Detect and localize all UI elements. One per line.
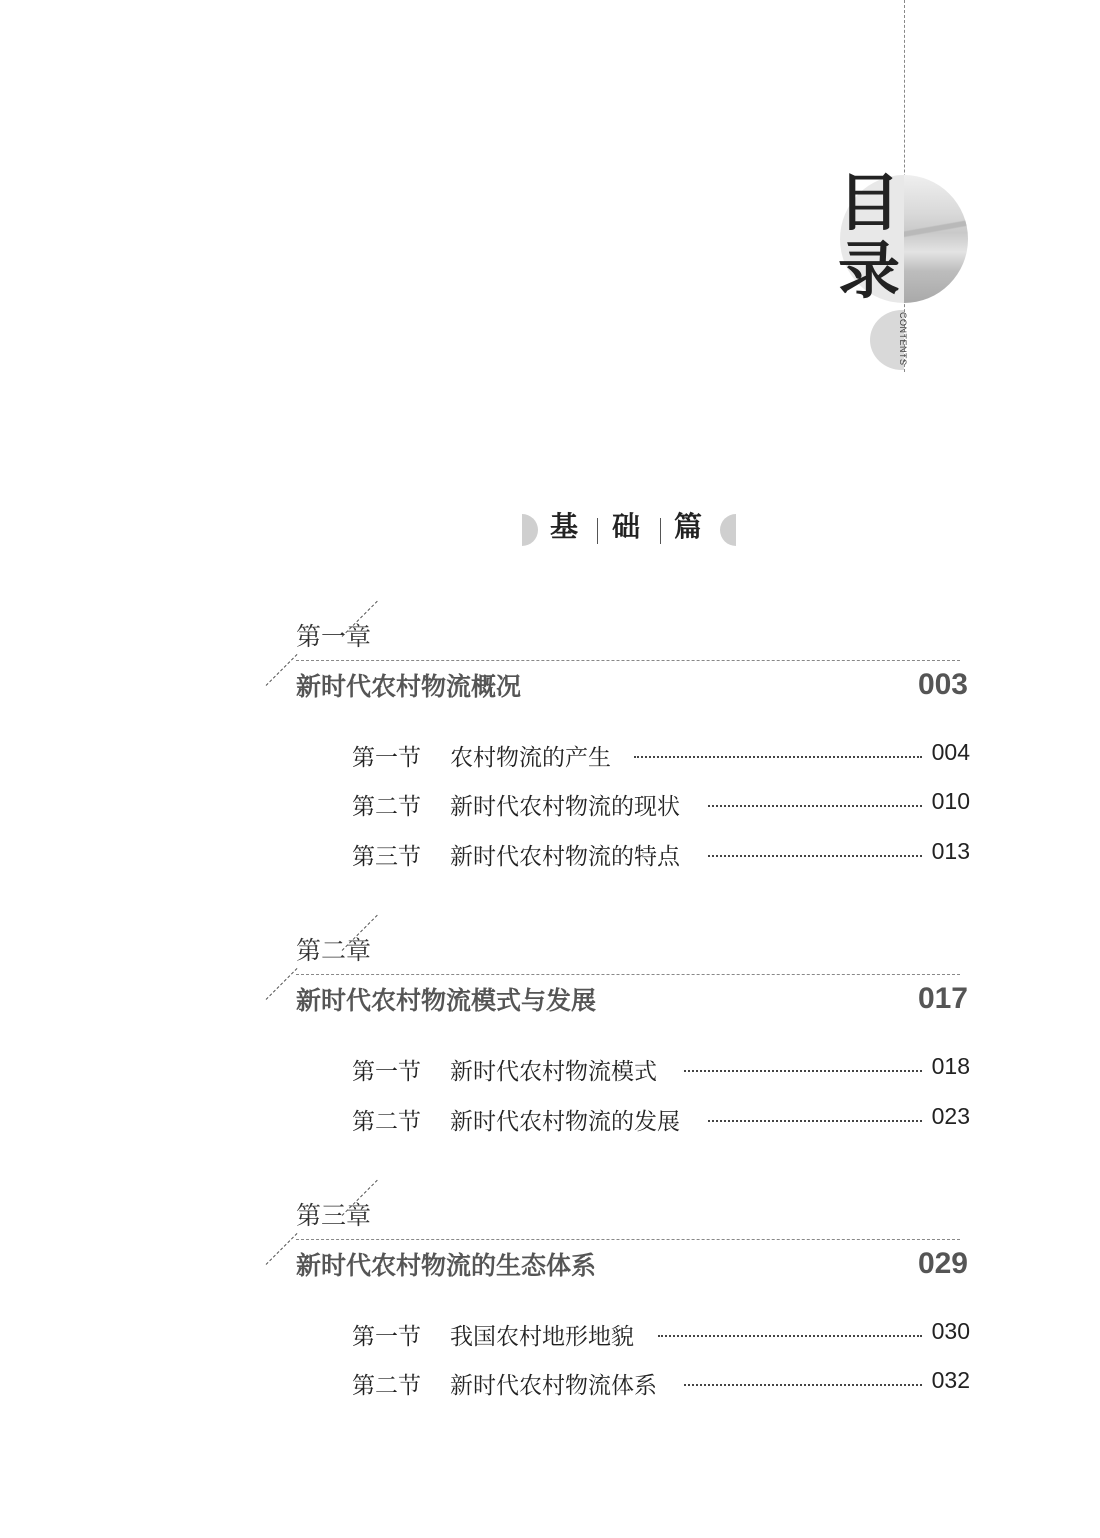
section-number: 第一节 [352,1324,421,1350]
section-title: 新时代农村物流的发展 [450,1109,680,1135]
section-page: 023 [931,1103,970,1129]
part-title [522,510,736,550]
section-number: 第二节 [352,794,421,820]
chapter-rule [296,1239,960,1240]
section-number: 第一节 [352,1059,421,1085]
section-title: 新时代农村物流的现状 [450,794,680,820]
section-number: 第二节 [352,1109,421,1135]
toc-entry[interactable] [352,838,970,868]
chapter-decor-line [266,1233,298,1265]
section-title: 农村物流的产生 [450,745,611,771]
toc-entry[interactable] [352,739,970,769]
section-page: 004 [931,739,970,765]
part-title-right-cap [720,514,736,546]
chapter-label: 第二章 [296,936,372,965]
toc-entry[interactable] [352,1053,970,1083]
section-page: 010 [931,788,970,814]
chapter-page[interactable]: 029 [917,1247,968,1280]
part-title-char-3: 篇 [674,510,703,543]
chapter-label: 第一章 [296,622,372,651]
chapter-title[interactable]: 新时代农村物流的生态体系 [296,1251,597,1280]
toc-entry[interactable] [352,1367,970,1397]
section-title: 新时代农村物流模式 [450,1059,657,1085]
part-title-char-1: 基 [550,510,579,543]
leader-dots [708,855,922,857]
part-title-left-cap [522,514,538,546]
part-title-separator [597,518,598,544]
section-page: 013 [931,838,970,864]
chapter-label: 第三章 [296,1201,372,1230]
leader-dots [684,1070,922,1072]
section-page: 032 [931,1367,970,1393]
section-page: 030 [931,1318,970,1344]
contents-label: CONTENTS [898,312,908,366]
rural-landscape-photo [904,175,968,303]
toc-title-char-2: 录 [838,234,901,307]
toc-entry[interactable] [352,788,970,818]
chapter-decor-line [266,968,298,1000]
chapter-title[interactable]: 新时代农村物流模式与发展 [296,986,597,1015]
part-title-separator [660,518,661,544]
section-title: 我国农村地形地貌 [450,1324,634,1350]
section-title: 新时代农村物流的特点 [450,844,680,870]
toc-entry[interactable] [352,1318,970,1348]
leader-dots [684,1384,922,1386]
chapter-rule [296,974,960,975]
part-title-char-2: 础 [612,510,641,543]
chapter-rule [296,660,960,661]
chapter-decor-line [266,654,298,686]
section-number: 第一节 [352,745,421,771]
section-number: 第三节 [352,844,421,870]
leader-dots [658,1335,922,1337]
chapter-page[interactable]: 003 [917,668,968,701]
toc-title-char-1: 目 [838,166,901,239]
leader-dots [708,805,922,807]
leader-dots [708,1120,922,1122]
section-page: 018 [931,1053,970,1079]
toc-entry[interactable] [352,1103,970,1133]
leader-dots [634,756,922,758]
section-title: 新时代农村物流体系 [450,1373,657,1399]
chapter-page[interactable]: 017 [917,982,968,1015]
chapter-title[interactable]: 新时代农村物流概况 [296,672,522,701]
section-number: 第二节 [352,1373,421,1399]
